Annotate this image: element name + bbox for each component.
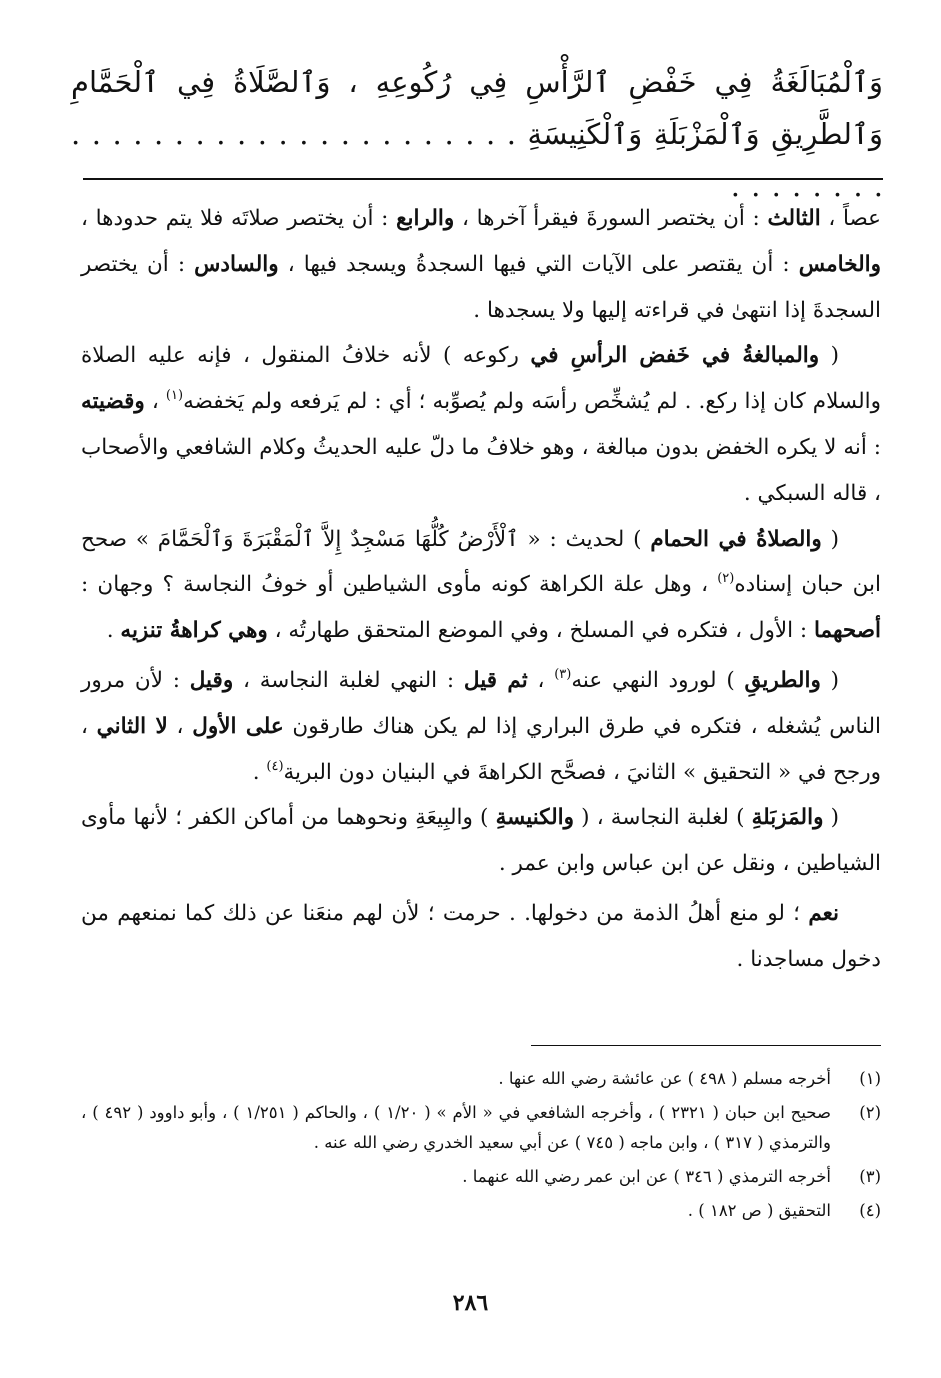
page-number: ٢٨٦ — [452, 1290, 489, 1316]
matn-dots: . . . . . . . . . . . . . . . . . . . . . . . . . . . . . . — [71, 117, 883, 203]
commentary-paragraph-1: عصاً ، الثالث : أن يختصر السورةَ فيقرأ آخرها ، والرابع : أن يختصر صلاتَه فلا يتم حدودها ، والخامس : أن يقتصر على الآيات التي فيها السجدةُ ويسجد فيها ، والسادس : أن يختصر السجدةَ إذا انتهىٰ في قراءته إليها ولا يسجدها . — [81, 206, 881, 323]
footnote-3: (٣) أخرجه الترمذي ( ٣٤٦ ) عن ابن عمر رضي الله عنهما . — [462, 1167, 881, 1186]
footnote-ref-4: (٤) — [266, 758, 284, 774]
footnote-ref-3: (٣) — [554, 666, 572, 682]
footnote-2: (٢) صحيح ابن حبان ( ٢٣٢١ ) ، وأخرجه الشافعي في « الأم » ( ١/٢٠ ) ، والحاكم ( ١/٢٥١ ) ، وأبو داوود ( ٤٩٢ ) ، والترمذي ( ٣١٧ ) ، وابن ماجه ( ٧٤٥ ) عن أبي سعيد الخدري رضي الله عنه . — [81, 1103, 881, 1152]
matn-text: وَٱلْمُبَالَغَةُ فِي خَفْضِ ٱلرَّأْسِ فِي رُكُوعِهِ ، وَٱلصَّلَاةُ فِي ٱلْحَمَّامِ وَٱلطَّرِيقِ وَٱلْمَزْبَلَةِ وَٱلْكَنِيسَةِ — [71, 65, 883, 151]
footnote-ref-2: (٢) — [717, 571, 735, 587]
matn-text-block — [71, 56, 883, 212]
commentary-paragraph-5: ( والمَزبَلةِ ) لغلبة النجاسة ، ( والكنيسةِ ) والبِيعَةِ ونحوهما من أماكن الكفر ؛ لأنها مأوى الشياطين ، ونقل عن ابن عباس وابن عمر . — [81, 805, 881, 877]
commentary-paragraph-6: نعم ؛ لو منع أهلُ الذمة من دخولها. . حرمت ؛ لأن لهم منعَنا عن ذلك كما نمنعهم من دخول مساجدنا . — [81, 900, 881, 972]
footnote-4: (٤) التحقيق ( ص ١٨٢ ) . — [687, 1201, 881, 1220]
commentary-block — [81, 196, 881, 983]
footnote-1: (١) أخرجه مسلم ( ٤٩٨ ) عن عائشة رضي الله عنها . — [498, 1069, 881, 1088]
footnotes-separator-line — [531, 1045, 881, 1046]
commentary-paragraph-2: ( والمبالغةُ في خَفض الرأسِ في ركوعه ) لأنه خلافُ المنقول ، فإنه عليه الصلاة والسلام كان إذا ركع. . لم يُشخِّص رأسَه ولم يُصوِّبه ؛ أي : لم يَرفعه ولم يَخفضه$^{(١)}$ ، وقضيته : أنه لا يكره الخفض بدون مبالغة ، وهو خلافُ ما دلّ عليه الحديثُ وكلام الشافعي والأصحاب ، قاله السبكي . — [81, 343, 881, 506]
matn-separator-line — [83, 178, 883, 180]
commentary-paragraph-3: ( والصلاةُ في الحمام ) لحديث : « ٱلْأَرْضُ كُلُّهَا مَسْجِدٌ إِلاَّ ٱلْمَقْبَرَةَ وَٱلْحَمَّامَ » صحح ابن حبان إسناده$^{(٢)}$ ، وهل علة الكراهة كونه مأوى الشياطين أو خوفُ النجاسة ؟ وجهان : أصحهما : الأول ، فتكره في المسلخ ، وفي الموضع المتحقق طهارتُه ، وهي كراهةُ تنزيه . — [81, 526, 881, 644]
commentary-paragraph-4: ( والطريقِ ) لورود النهي عنه$^{(٣)}$ ، ثم قيل : النهي لغلبة النجاسة ، وقيل : لأن مرور الناس يُشغله ، فتكره في طرق البراري إذا لم يكن هناك طارقون على الأول ، لا الثاني ، ورجح في « التحقيق » الثانيَ ، فصحَّح الكراهةَ في البنيان دون البرية$^{(٤)}$ . — [81, 666, 882, 785]
footnote-ref-1: (١) — [165, 388, 184, 404]
footnotes-block — [81, 1064, 881, 1230]
